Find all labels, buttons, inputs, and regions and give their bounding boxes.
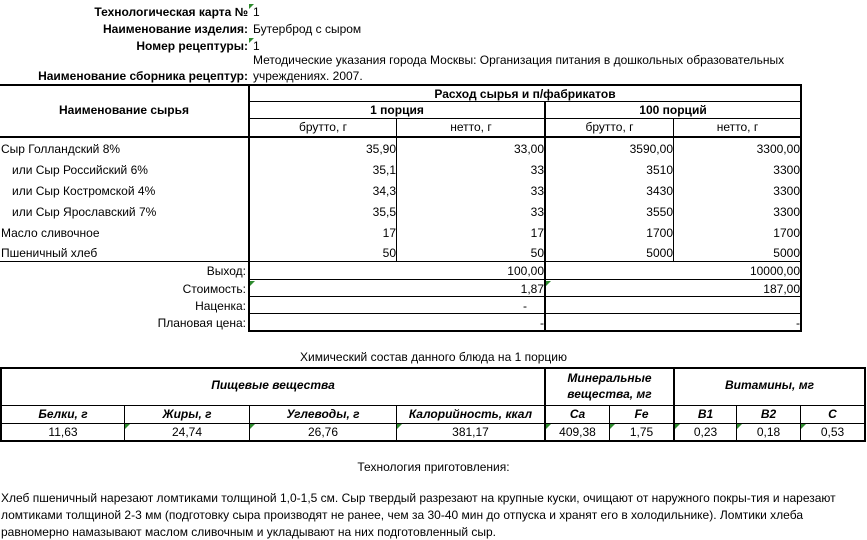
tech-line3: равномерно намазывают маслом сливочным и укладывают на них подготовленный сыр.	[1, 525, 497, 539]
minerals-header-line2: вещества, мг	[567, 387, 652, 401]
col-brutto-100: брутто, г	[585, 120, 634, 134]
col-ca: Ca	[569, 407, 586, 421]
col-brutto-1: брутто, г	[299, 120, 347, 134]
yield-value-100: 10000,00	[749, 264, 800, 278]
col-b2: B2	[760, 407, 777, 421]
planned-price-value-1: -	[540, 316, 544, 330]
row-brutto-1: 35,1	[372, 163, 396, 177]
val-protein: 11,63	[48, 425, 78, 439]
row-netto-1: 33	[530, 163, 544, 177]
col-calories: Калорийность, ккал	[408, 407, 533, 421]
row-netto-1: 50	[530, 246, 544, 260]
val-c: 0,53	[820, 425, 845, 439]
row-brutto-100: 3510	[646, 163, 673, 177]
val-b2: 0,18	[756, 425, 781, 439]
cell-marker-icon	[610, 424, 615, 429]
row-name: Пшеничный хлеб	[1, 246, 98, 260]
nutrients-header: Пищевые вещества	[211, 378, 335, 392]
row-brutto-1: 17	[382, 226, 396, 240]
recipe-number-value: 1	[253, 39, 260, 53]
col-netto-100: нетто, г	[716, 120, 759, 134]
val-carbs: 26,76	[307, 425, 339, 439]
row-netto-1: 33,00	[513, 142, 544, 156]
row-brutto-1: 35,90	[365, 142, 396, 156]
row-name: Сыр Голландский 8%	[1, 142, 121, 156]
col-c: C	[828, 407, 837, 421]
cost-value-1: 1,87	[520, 282, 544, 296]
row-name: или Сыр Костромской 4%	[12, 184, 156, 198]
col-netto-1: нетто, г	[450, 120, 492, 134]
val-b1: 0,23	[693, 425, 718, 439]
val-fat: 24,74	[171, 425, 203, 439]
row-netto-100: 3300	[773, 163, 800, 177]
tech-line1: Хлеб пшеничный нарезают ломтиками толщиной 1,0-1,5 см. Сыр твердый разрезают на крупные куски, очищают от наружного покры-тия и нарезают	[1, 491, 836, 505]
row-brutto-100: 3590,00	[629, 142, 673, 156]
col-ingredient-name: Наименование сырья	[58, 103, 189, 117]
collection-line2: учреждениях. 2007.	[253, 69, 363, 83]
val-calories: 381,17	[452, 425, 489, 439]
cell-marker-icon	[249, 38, 254, 43]
yield-label: Выход:	[206, 264, 246, 278]
row-name: или Сыр Ярославский 7%	[12, 205, 157, 219]
yield-value-1: 100,00	[507, 264, 544, 278]
cost-value-100: 187,00	[763, 282, 800, 296]
markup-label: Наценка:	[195, 299, 246, 313]
row-netto-100: 3300	[773, 205, 800, 219]
tech-line2: ломтиками толщиной 2-3 мм (подготовку сыра производят не ранее, чем за 30-40 мин до отпуска и хранят его в холодильнике). Ломтики хлеба	[1, 508, 803, 522]
row-netto-100: 5000	[773, 246, 800, 260]
cell-marker-icon	[125, 424, 130, 429]
row-netto-100: 1700	[773, 226, 800, 240]
cell-marker-icon	[546, 424, 551, 429]
cell-marker-icon	[249, 4, 254, 9]
product-name-value: Бутерброд с сыром	[253, 22, 362, 36]
col-fat: Жиры, г	[162, 407, 212, 421]
card-number-value: 1	[253, 5, 260, 19]
col-portion-1: 1 порция	[370, 103, 424, 117]
tech-title: Технология приготовления:	[357, 460, 510, 474]
chem-title: Химический состав данного блюда на 1 порцию	[300, 350, 567, 364]
col-protein: Белки, г	[38, 407, 88, 421]
cell-marker-icon	[546, 281, 551, 286]
planned-price-value-100: -	[796, 316, 800, 330]
col-consumption-group: Расход сырья и п/фабрикатов	[434, 87, 616, 101]
val-ca: 409,38	[559, 425, 596, 439]
val-fe: 1,75	[629, 425, 654, 439]
row-netto-1: 33	[530, 205, 544, 219]
row-brutto-1: 50	[382, 246, 396, 260]
col-carbs: Углеводы, г	[286, 407, 360, 421]
cell-marker-icon	[250, 281, 255, 286]
recipe-number-label: Номер рецептуры:	[136, 39, 248, 53]
row-netto-1: 33	[530, 184, 544, 198]
row-brutto-1: 35,5	[372, 205, 396, 219]
row-brutto-100: 3430	[646, 184, 673, 198]
row-brutto-100: 1700	[646, 226, 673, 240]
planned-price-label: Плановая цена:	[157, 316, 246, 330]
row-brutto-100: 5000	[646, 246, 673, 260]
row-netto-1: 17	[530, 226, 544, 240]
col-fe: Fe	[634, 407, 649, 421]
cell-marker-icon	[250, 424, 255, 429]
row-brutto-1: 34,3	[372, 184, 396, 198]
vitamins-header: Витамины, мг	[725, 378, 814, 392]
col-portion-100: 100 порций	[639, 103, 707, 117]
card-number-label: Технологическая карта №	[94, 5, 248, 19]
cost-label: Стоимость:	[182, 282, 246, 296]
row-name: или Сыр Российский 6%	[12, 163, 148, 177]
row-netto-100: 3300	[773, 184, 800, 198]
collection-label: Наименование сборника рецептур:	[38, 69, 248, 83]
minerals-header-line1: Минеральные	[567, 371, 652, 385]
product-name-label: Наименование изделия:	[102, 22, 248, 36]
cell-marker-icon	[675, 424, 680, 429]
collection-line1: Методические указания города Москвы: Организация питания в дошкольных образовательных	[253, 53, 785, 67]
cell-marker-icon	[397, 424, 402, 429]
markup-value-1: -	[523, 299, 527, 313]
row-name: Масло сливочное	[1, 226, 100, 240]
cell-marker-icon	[801, 424, 806, 429]
row-netto-100: 3300,00	[756, 142, 800, 156]
col-b1: B1	[697, 407, 714, 421]
cell-marker-icon	[737, 424, 742, 429]
row-brutto-100: 3550	[646, 205, 673, 219]
